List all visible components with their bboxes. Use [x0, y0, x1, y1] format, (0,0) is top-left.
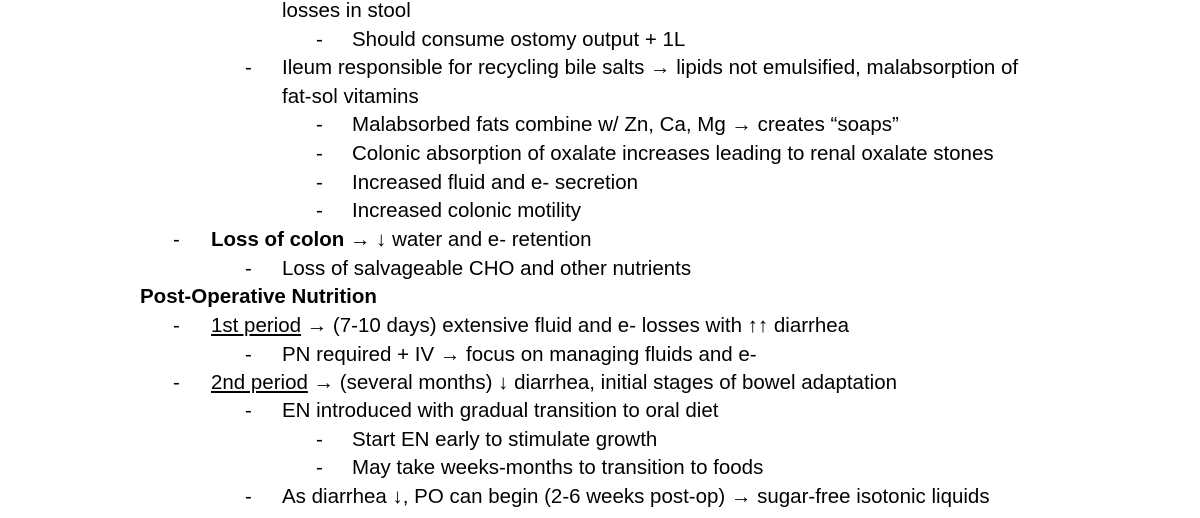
list-item-text: fat-sol vitamins [282, 85, 419, 108]
bullet-dash: - [316, 113, 323, 136]
bullet-dash: - [316, 456, 323, 479]
list-item-text: As diarrhea ↓, PO can begin (2-6 weeks post-op) → sugar-free isotonic liquids [282, 485, 990, 508]
bullet-dash: - [173, 314, 180, 337]
bullet-dash: - [316, 142, 323, 165]
underlined-term: 1st period [211, 314, 302, 337]
list-item-text: Colonic absorption of oxalate increases leading to renal oxalate stones [352, 142, 994, 165]
list-item-rest: → (several months) ↓ diarrhea, initial stages of bowel adaptation [307, 371, 897, 394]
bullet-dash: - [245, 343, 252, 366]
list-item-text: Increased fluid and e- secretion [352, 171, 639, 194]
underlined-term: 2nd period [211, 371, 308, 394]
list-item-text: Start EN early to stimulate growth [352, 428, 658, 451]
list-item-text: Loss of salvageable CHO and other nutrients [282, 257, 692, 280]
list-item-text: Should consume ostomy output + 1L [352, 28, 686, 51]
list-item-text: EN introduced with gradual transition to oral diet [282, 399, 719, 422]
list-item-text: Malabsorbed fats combine w/ Zn, Ca, Mg → creates “soaps” [352, 113, 899, 136]
list-item-text [211, 369, 897, 398]
list-item-text: Increased colonic motility [352, 199, 582, 222]
bullet-dash: - [245, 485, 252, 508]
bullet-dash: - [316, 28, 323, 51]
list-item-text [211, 226, 592, 255]
list-item-rest: → (7-10 days) extensive fluid and e- losses with ↑↑ diarrhea [301, 314, 850, 337]
bullet-dash: - [245, 56, 252, 79]
bullet-dash: - [245, 399, 252, 422]
section-heading-text: Post-Operative Nutrition [140, 285, 377, 308]
bullet-dash: - [316, 428, 323, 451]
bullet-dash: - [245, 257, 252, 280]
bullet-dash: - [316, 199, 323, 222]
list-item-rest: → ↓ water and e- retention [344, 228, 592, 251]
bullet-dash: - [316, 171, 323, 194]
bold-lead: Loss of colon [211, 228, 345, 251]
list-item-text [211, 312, 849, 341]
list-item-text: losses in stool [282, 0, 411, 22]
bullet-dash: - [173, 228, 180, 251]
list-item-text: PN required + IV → focus on managing fluids and e- [282, 343, 757, 366]
list-item-text: May take weeks-months to transition to foods [352, 456, 764, 479]
list-item-text: Ileum responsible for recycling bile salts → lipids not emulsified, malabsorption of [282, 56, 1019, 79]
bullet-dash: - [173, 371, 180, 394]
